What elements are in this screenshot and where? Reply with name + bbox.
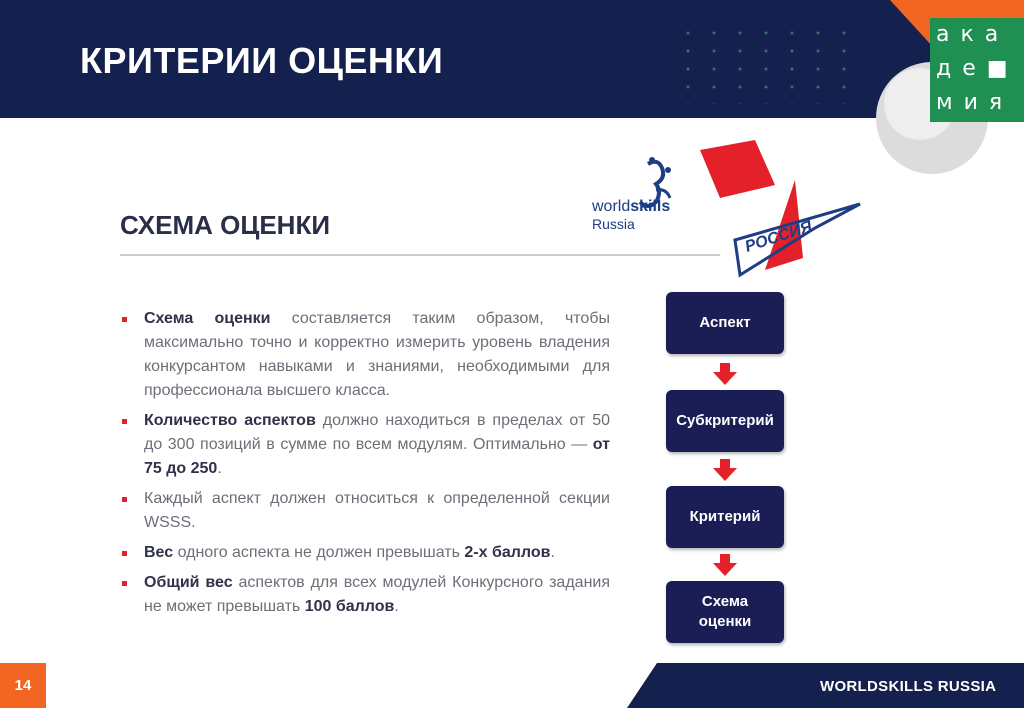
bullet-text: одного аспекта не должен превышать bbox=[173, 544, 465, 561]
bullet-strong: Вес bbox=[144, 544, 174, 561]
bullet-tail: . bbox=[550, 544, 555, 561]
bullet-item bbox=[118, 409, 610, 481]
down-arrow-icon bbox=[713, 459, 737, 481]
bullet-text: составляется таким образом, чтобы максимально точно и корректно измерить уровень владения конкурсантом навыками и знаниями, необходимыми для профессионала высшего класса. bbox=[144, 310, 610, 399]
bullet-strong: Количество аспектов bbox=[144, 412, 316, 429]
worldskills-world: world bbox=[592, 198, 631, 215]
slide-title: КРИТЕРИИ ОЦЕНКИ bbox=[80, 40, 444, 81]
worldskills-russia: Russia bbox=[592, 216, 635, 232]
footer-brand: WORLDSKILLS RUSSIA bbox=[820, 678, 997, 695]
section-title: СХЕМА ОЦЕНКИ bbox=[120, 210, 331, 240]
down-arrow-icon bbox=[713, 363, 737, 385]
flow-box-criterion: Критерий bbox=[666, 486, 784, 548]
section-divider bbox=[120, 254, 720, 256]
bullet-item bbox=[118, 487, 610, 535]
bullet-tail: . bbox=[394, 598, 399, 615]
academy-logo bbox=[930, 18, 1024, 122]
bullet-item bbox=[118, 541, 610, 565]
bullet-strong-2: от 75 до 250 bbox=[144, 436, 610, 477]
bullet-item bbox=[118, 571, 610, 619]
down-arrow-icon bbox=[713, 554, 737, 576]
worldskills-wordmark bbox=[592, 198, 670, 216]
academy-line-2: де■ bbox=[936, 56, 1019, 81]
flow-box-aspect: Аспект bbox=[666, 292, 784, 354]
worldskills-skills: skills bbox=[630, 198, 671, 215]
bullet-strong-2: 2-х баллов bbox=[464, 544, 551, 561]
bullet-strong: Общий вес bbox=[144, 574, 233, 591]
bullet-text: Каждый аспект должен относиться к определенной секции WSSS. bbox=[144, 490, 610, 531]
academy-line-3: мия bbox=[936, 90, 1014, 115]
flow-box-subcriterion: Субкритерий bbox=[666, 390, 784, 452]
bullet-strong: Схема оценки bbox=[144, 310, 271, 327]
page-number: 14 bbox=[0, 663, 46, 708]
russia-team-logo-icon bbox=[695, 140, 865, 280]
flow-box-scheme: Схема оценки bbox=[666, 581, 784, 643]
bullet-text: должно находиться в пределах от 50 до 300 позиций в сумме по всем модулям. Оптимально — bbox=[144, 412, 611, 453]
bullet-text: аспектов для всех модулей Конкурсного задания не может превышать bbox=[144, 574, 611, 615]
bullet-item bbox=[118, 307, 610, 403]
academy-line-1: ака bbox=[936, 22, 1010, 47]
bullet-strong-2: 100 баллов bbox=[304, 598, 395, 615]
criteria-bullet-list bbox=[118, 307, 610, 625]
bullet-tail: . bbox=[217, 460, 222, 477]
russia-logo-text: РОССИЯ bbox=[742, 218, 815, 256]
